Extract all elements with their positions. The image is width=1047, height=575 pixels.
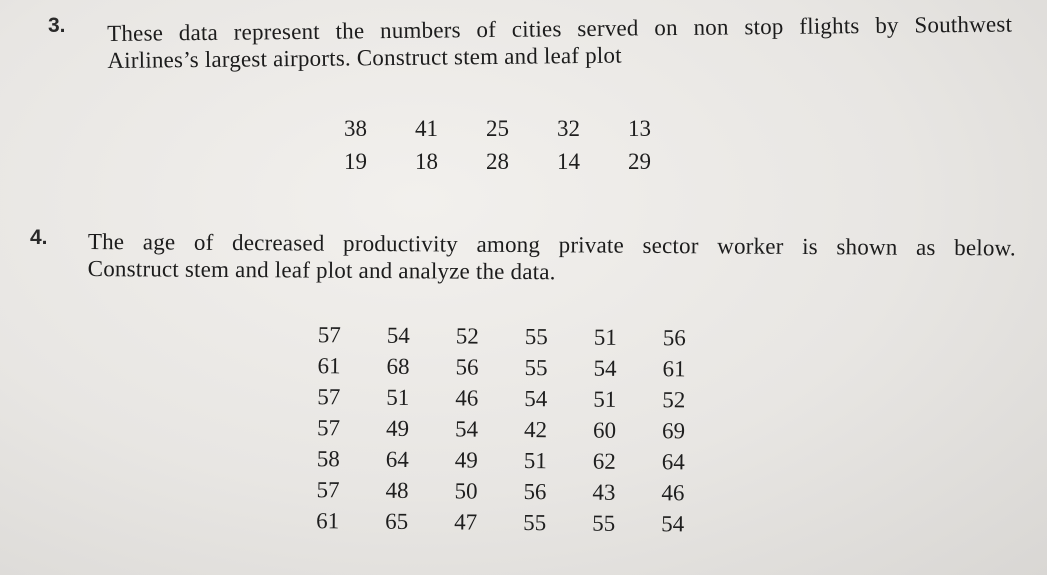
data-cell: 61 [316,507,340,533]
data-cell: 57 [317,383,341,409]
data-cell: 49 [385,415,410,441]
data-cell: 56 [455,353,479,380]
data-cell: 29 [628,148,651,174]
table-row [293,505,707,540]
data-cell: 52 [662,386,686,412]
question-3-text [107,11,1013,74]
data-cell: 51 [593,386,617,412]
data-cell: 51 [386,384,410,410]
data-cell: 14 [557,148,580,174]
data-cell: 46 [455,384,479,411]
data-cell: 28 [486,148,509,174]
data-cell: 55 [524,354,548,380]
data-cell: 18 [415,148,438,174]
table-row [293,474,707,509]
table-row [320,145,675,178]
data-cell: 51 [593,324,617,350]
data-cell: 48 [385,477,409,503]
data-cell: 13 [628,115,651,141]
data-cell: 56 [523,478,547,504]
data-cell: 58 [316,445,340,471]
data-cell: 51 [523,447,547,473]
question-3-data-table [320,112,675,178]
data-cell: 49 [454,446,478,473]
data-cell: 54 [593,355,617,381]
question-3-line-1: These data represent the numbers of cities served on non stop flights by Southwest [107,11,1013,46]
data-cell: 68 [386,353,410,379]
data-cell: 54 [386,322,410,348]
data-cell: 64 [661,448,685,474]
data-cell: 57 [316,414,341,440]
data-cell: 55 [524,323,548,349]
data-cell: 25 [486,115,509,141]
data-cell: 54 [524,385,548,411]
table-row [320,112,675,145]
question-4-text [88,228,1016,288]
data-cell: 50 [454,477,478,504]
table-row [294,443,708,478]
data-cell: 52 [455,322,479,349]
data-cell: 43 [592,479,616,505]
question-3-line-2: Airlines’s largest airports. Construct stem and leaf plot [107,42,622,73]
data-cell: 61 [662,355,686,381]
data-cell: 47 [454,508,478,535]
table-row [295,319,709,354]
data-cell: 61 [317,352,341,378]
question-4-line-2: Construct stem and leaf plot and analyze the data. [87,255,556,285]
data-cell: 38 [344,115,367,141]
table-row [294,412,708,447]
data-cell: 69 [661,417,686,443]
table-row [294,381,708,416]
data-cell: 57 [316,476,340,502]
data-cell: 65 [385,508,409,534]
question-4-number: 4. [30,226,48,249]
data-cell: 55 [592,510,616,536]
data-cell: 54 [454,415,479,442]
data-cell: 64 [385,446,409,472]
question-3-number: 3. [48,14,66,37]
data-cell: 42 [523,416,548,442]
question-4-data-table [293,319,709,540]
data-cell: 62 [592,448,616,474]
data-cell: 41 [415,115,438,141]
data-cell: 60 [592,417,617,443]
data-cell: 32 [557,115,580,141]
data-cell: 55 [523,509,547,535]
table-row [294,350,708,385]
data-cell: 56 [662,324,686,350]
question-4-line-1: The age of decreased productivity among private sector worker is shown as below. [87,228,1016,261]
data-cell: 19 [344,148,367,174]
data-cell: 54 [661,510,685,536]
data-cell: 57 [317,321,341,347]
data-cell: 46 [661,479,685,505]
